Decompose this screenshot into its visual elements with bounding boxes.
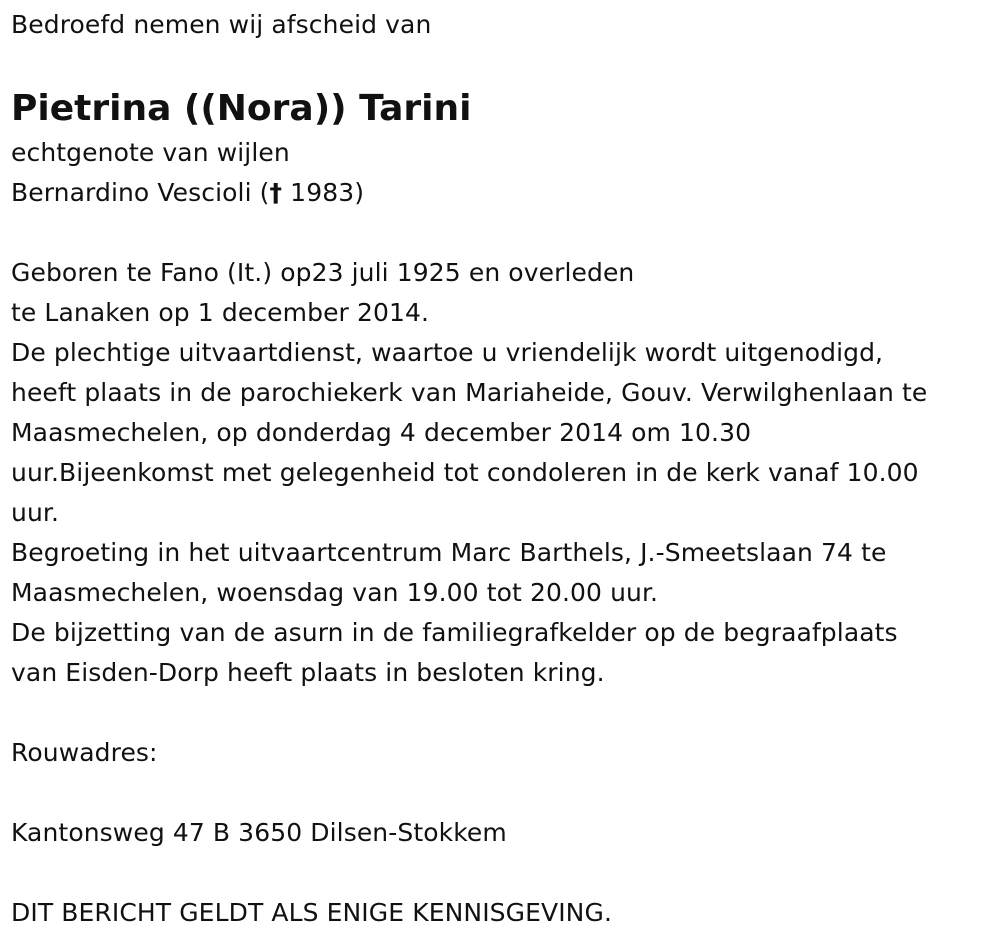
body-line: Begroeting in het uitvaartcentrum Marc Barthels, J.-Smeetslaan 74 te [11, 538, 887, 567]
body-line: van Eisden-Dorp heeft plaats in besloten kring. [11, 658, 605, 687]
body-line: uur.Bijeenkomst met gelegenheid tot condoleren in de kerk vanaf 10.00 [11, 458, 919, 487]
notice-body [11, 253, 991, 693]
spouse-relation: echtgenote van wijlen [11, 138, 290, 167]
spacer [11, 693, 991, 733]
body-line: Geboren te Fano (It.) op23 juli 1925 en overleden [11, 258, 635, 287]
spouse-name: Bernardino Vescioli ( [11, 178, 270, 207]
spacer [11, 213, 991, 253]
address-label: Rouwadres: [11, 738, 158, 767]
cross-icon: † [269, 178, 283, 207]
spacer [11, 853, 991, 893]
spouse-death-year: 1983) [282, 178, 365, 207]
body-line: Maasmechelen, woensdag van 19.00 tot 20.00 uur. [11, 578, 659, 607]
body-line: De plechtige uitvaartdienst, waartoe u vriendelijk wordt uitgenodigd, [11, 338, 884, 367]
body-line: De bijzetting van de asurn in de familiegrafkelder op de begraafplaats [11, 618, 898, 647]
body-line: heeft plaats in de parochiekerk van Mariaheide, Gouv. Verwilghenlaan te [11, 378, 928, 407]
body-line: Maasmechelen, op donderdag 4 december 2014 om 10.30 [11, 418, 752, 447]
body-line: uur. [11, 498, 60, 527]
closing-notice: DIT BERICHT GELDT ALS ENIGE KENNISGEVING. [11, 898, 612, 927]
spacer [11, 773, 991, 813]
spouse-name-line [11, 173, 991, 213]
mourning-address: Kantonsweg 47 B 3650 Dilsen-Stokkem [11, 818, 507, 847]
intro-text: Bedroefd nemen wij afscheid van [11, 10, 432, 39]
obituary-notice [11, 5, 991, 933]
body-line: te Lanaken op 1 december 2014. [11, 298, 430, 327]
deceased-name: Pietrina ((Nora)) Tarini [11, 88, 472, 129]
